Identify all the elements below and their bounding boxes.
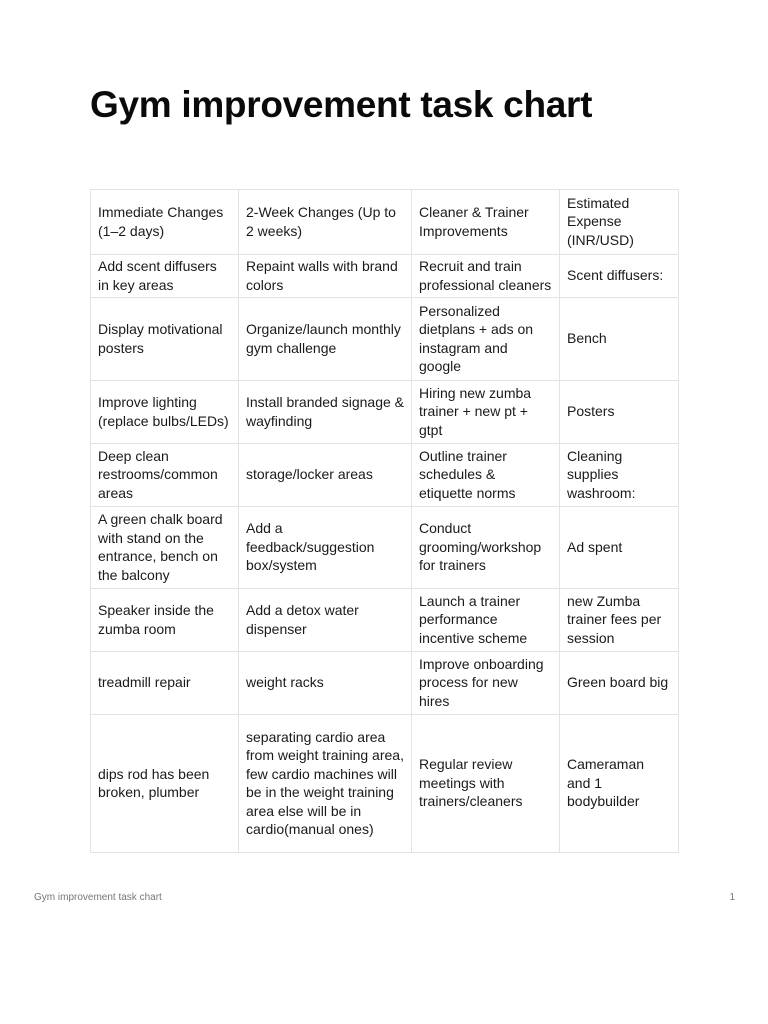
table-row bbox=[91, 715, 679, 853]
table-cell: new Zumba trainer fees per session bbox=[560, 589, 679, 652]
table-cell: treadmill repair bbox=[91, 652, 239, 715]
table-row bbox=[91, 255, 679, 298]
header-cell-two-week-changes: 2-Week Changes (Up to 2 weeks) bbox=[239, 190, 412, 255]
footer-title: Gym improvement task chart bbox=[34, 892, 162, 903]
table-cell: Deep clean restrooms/common areas bbox=[91, 444, 239, 507]
table-cell: Ad spent bbox=[560, 507, 679, 589]
header-cell-estimated-expense: Estimated Expense (INR/USD) bbox=[560, 190, 679, 255]
table-cell: Repaint walls with brand colors bbox=[239, 255, 412, 298]
table-cell: Conduct grooming/workshop for trainers bbox=[412, 507, 560, 589]
table-row bbox=[91, 444, 679, 507]
table-cell: Display motivational posters bbox=[91, 298, 239, 381]
table-cell: Outline trainer schedules & etiquette norms bbox=[412, 444, 560, 507]
table-cell: Bench bbox=[560, 298, 679, 381]
header-cell-immediate-changes: Immediate Changes (1–2 days) bbox=[91, 190, 239, 255]
table-row bbox=[91, 298, 679, 381]
table-cell: Regular review meetings with trainers/cleaners bbox=[412, 715, 560, 853]
table-cell: Improve lighting (replace bulbs/LEDs) bbox=[91, 381, 239, 444]
table-cell: Speaker inside the zumba room bbox=[91, 589, 239, 652]
table-cell: Add a detox water dispenser bbox=[239, 589, 412, 652]
table-cell: Cameraman and 1 bodybuilder bbox=[560, 715, 679, 853]
table-cell: Cleaning supplies washroom: bbox=[560, 444, 679, 507]
table-cell: Add scent diffusers in key areas bbox=[91, 255, 239, 298]
table-cell: Organize/launch monthly gym challenge bbox=[239, 298, 412, 381]
table-cell: weight racks bbox=[239, 652, 412, 715]
table-cell: Hiring new zumba trainer + new pt + gtpt bbox=[412, 381, 560, 444]
table-row bbox=[91, 652, 679, 715]
table-row bbox=[91, 589, 679, 652]
table-cell: Green board big bbox=[560, 652, 679, 715]
table-cell: storage/locker areas bbox=[239, 444, 412, 507]
table-cell: Scent diffusers: bbox=[560, 255, 679, 298]
task-table bbox=[90, 189, 679, 853]
page-number: 1 bbox=[729, 892, 735, 903]
table-cell: Posters bbox=[560, 381, 679, 444]
table-row bbox=[91, 507, 679, 589]
table-cell: Launch a trainer performance incentive scheme bbox=[412, 589, 560, 652]
table-cell: separating cardio area from weight training area, few cardio machines will be in the weight training area else will be in cardio(manual ones) bbox=[239, 715, 412, 853]
table-cell: A green chalk board with stand on the entrance, bench on the balcony bbox=[91, 507, 239, 589]
page-title: Gym improvement task chart bbox=[90, 84, 593, 125]
table-cell: Personalized dietplans + ads on instagram and google bbox=[412, 298, 560, 381]
header-cell-cleaner-trainer-improvements: Cleaner & Trainer Improvements bbox=[412, 190, 560, 255]
table-header-row bbox=[91, 190, 679, 255]
table-row bbox=[91, 381, 679, 444]
table-cell: dips rod has been broken, plumber bbox=[91, 715, 239, 853]
table-cell: Add a feedback/suggestion box/system bbox=[239, 507, 412, 589]
table-cell: Install branded signage & wayfinding bbox=[239, 381, 412, 444]
table-cell: Recruit and train professional cleaners bbox=[412, 255, 560, 298]
table-cell: Improve onboarding process for new hires bbox=[412, 652, 560, 715]
